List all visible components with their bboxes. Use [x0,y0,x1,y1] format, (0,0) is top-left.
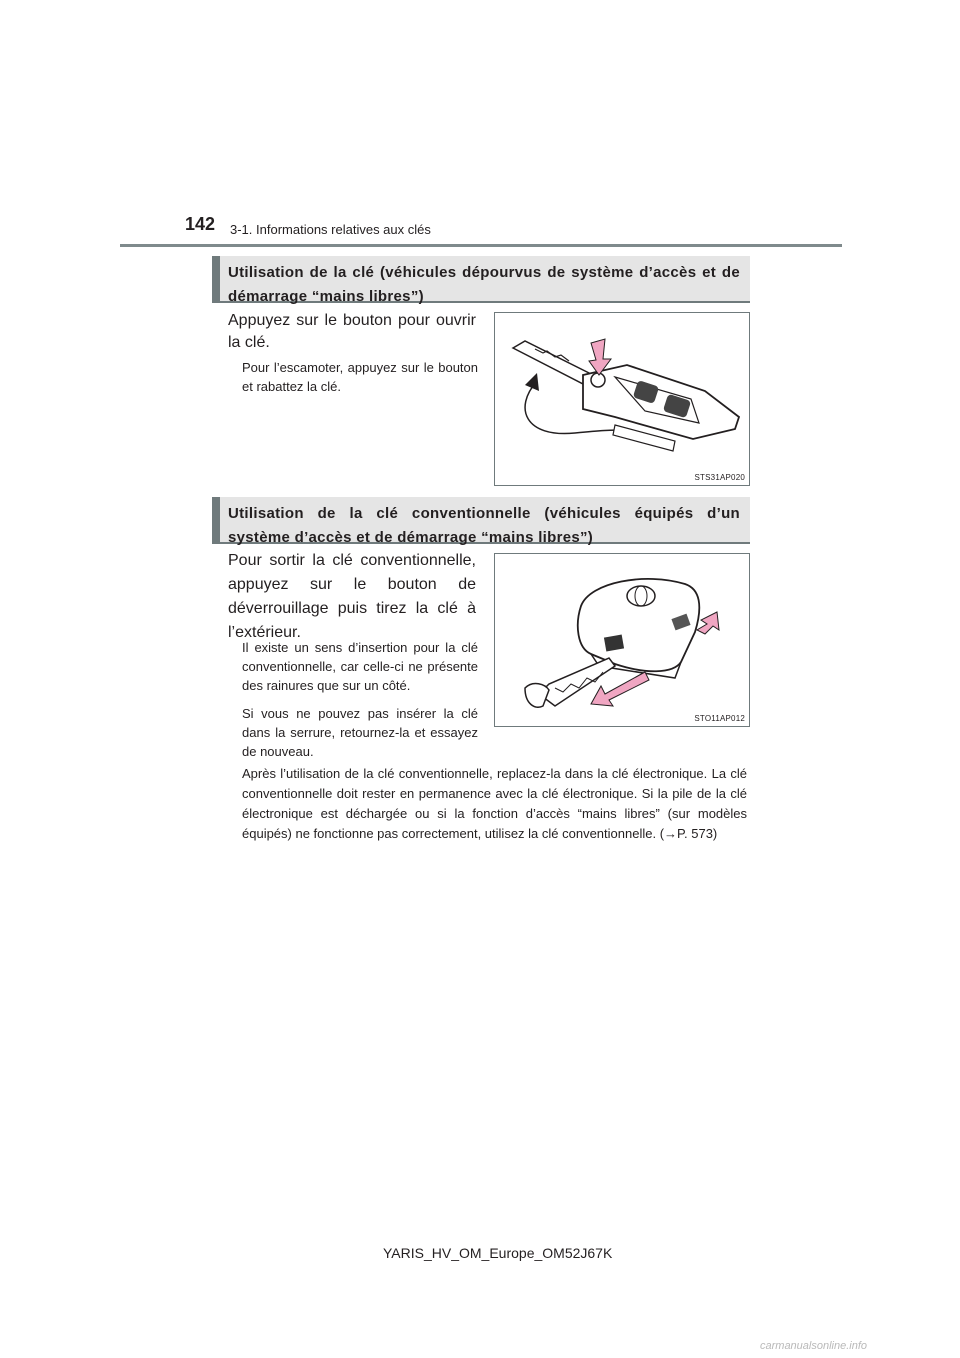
key-fold-illustration [495,313,751,487]
note-insertion-direction: Il existe un sens d’insertion pour la clé conventionnelle, car celle-ci ne présente des rainures que sur un côté. [242,640,478,693]
section-heading-key-use: Utilisation de la clé (véhicules dépourvus de système d’accès et de démarrage “mains libres”) [212,256,750,303]
figure-key-fold [494,312,750,486]
note-replace-key: Après l’utilisation de la clé conventionnelle, replacez-la dans la clé électronique. La clé conventionnelle doit rester en permanence avec la clé électronique. Si la pile de la clé électronique est déchargée ou si la fonction d’accès “mains libres” (sur modèles équipés) ne fonctionne pas correctement, utilisez la clé conventionnelle. (→P. 573) [242,766,747,841]
release-button-icon [591,373,605,387]
document-id: YARIS_HV_OM_Europe_OM52J67K [383,1245,613,1261]
instruction-remove-mechanical-key: Pour sortir la clé conventionnelle, appuyez sur le bouton de déverrouillage puis tirez la clé à l’extérieur. [228,552,476,641]
section-heading-mechanical-key: Utilisation de la clé conventionnelle (véhicules équipés d’un système d’accès et de démarrage “mains libres”) [212,497,750,544]
page-number: 142 [185,214,216,234]
instruction-open-key: Appuyez sur le bouton pour ouvrir la clé. [228,312,476,351]
note-retract-key: Pour l’escamoter, appuyez sur le bouton et rabattez la clé. [242,360,478,394]
header-rule [120,244,842,247]
figure-code: STS31AP020 [694,473,745,482]
figure-code: STO11AP012 [694,714,745,723]
smart-key-illustration [495,554,751,728]
note-flip-key: Si vous ne pouvez pas insérer la clé dans la serrure, retournez-la et essayez de nouveau. [242,706,478,759]
key-blade-icon [513,341,593,385]
figure-smart-key [494,553,750,727]
press-arrow-icon [697,612,719,634]
chapter-section-title: 3-1. Informations relatives aux clés [230,222,431,237]
watermark: carmanualsonline.info [760,1340,868,1352]
